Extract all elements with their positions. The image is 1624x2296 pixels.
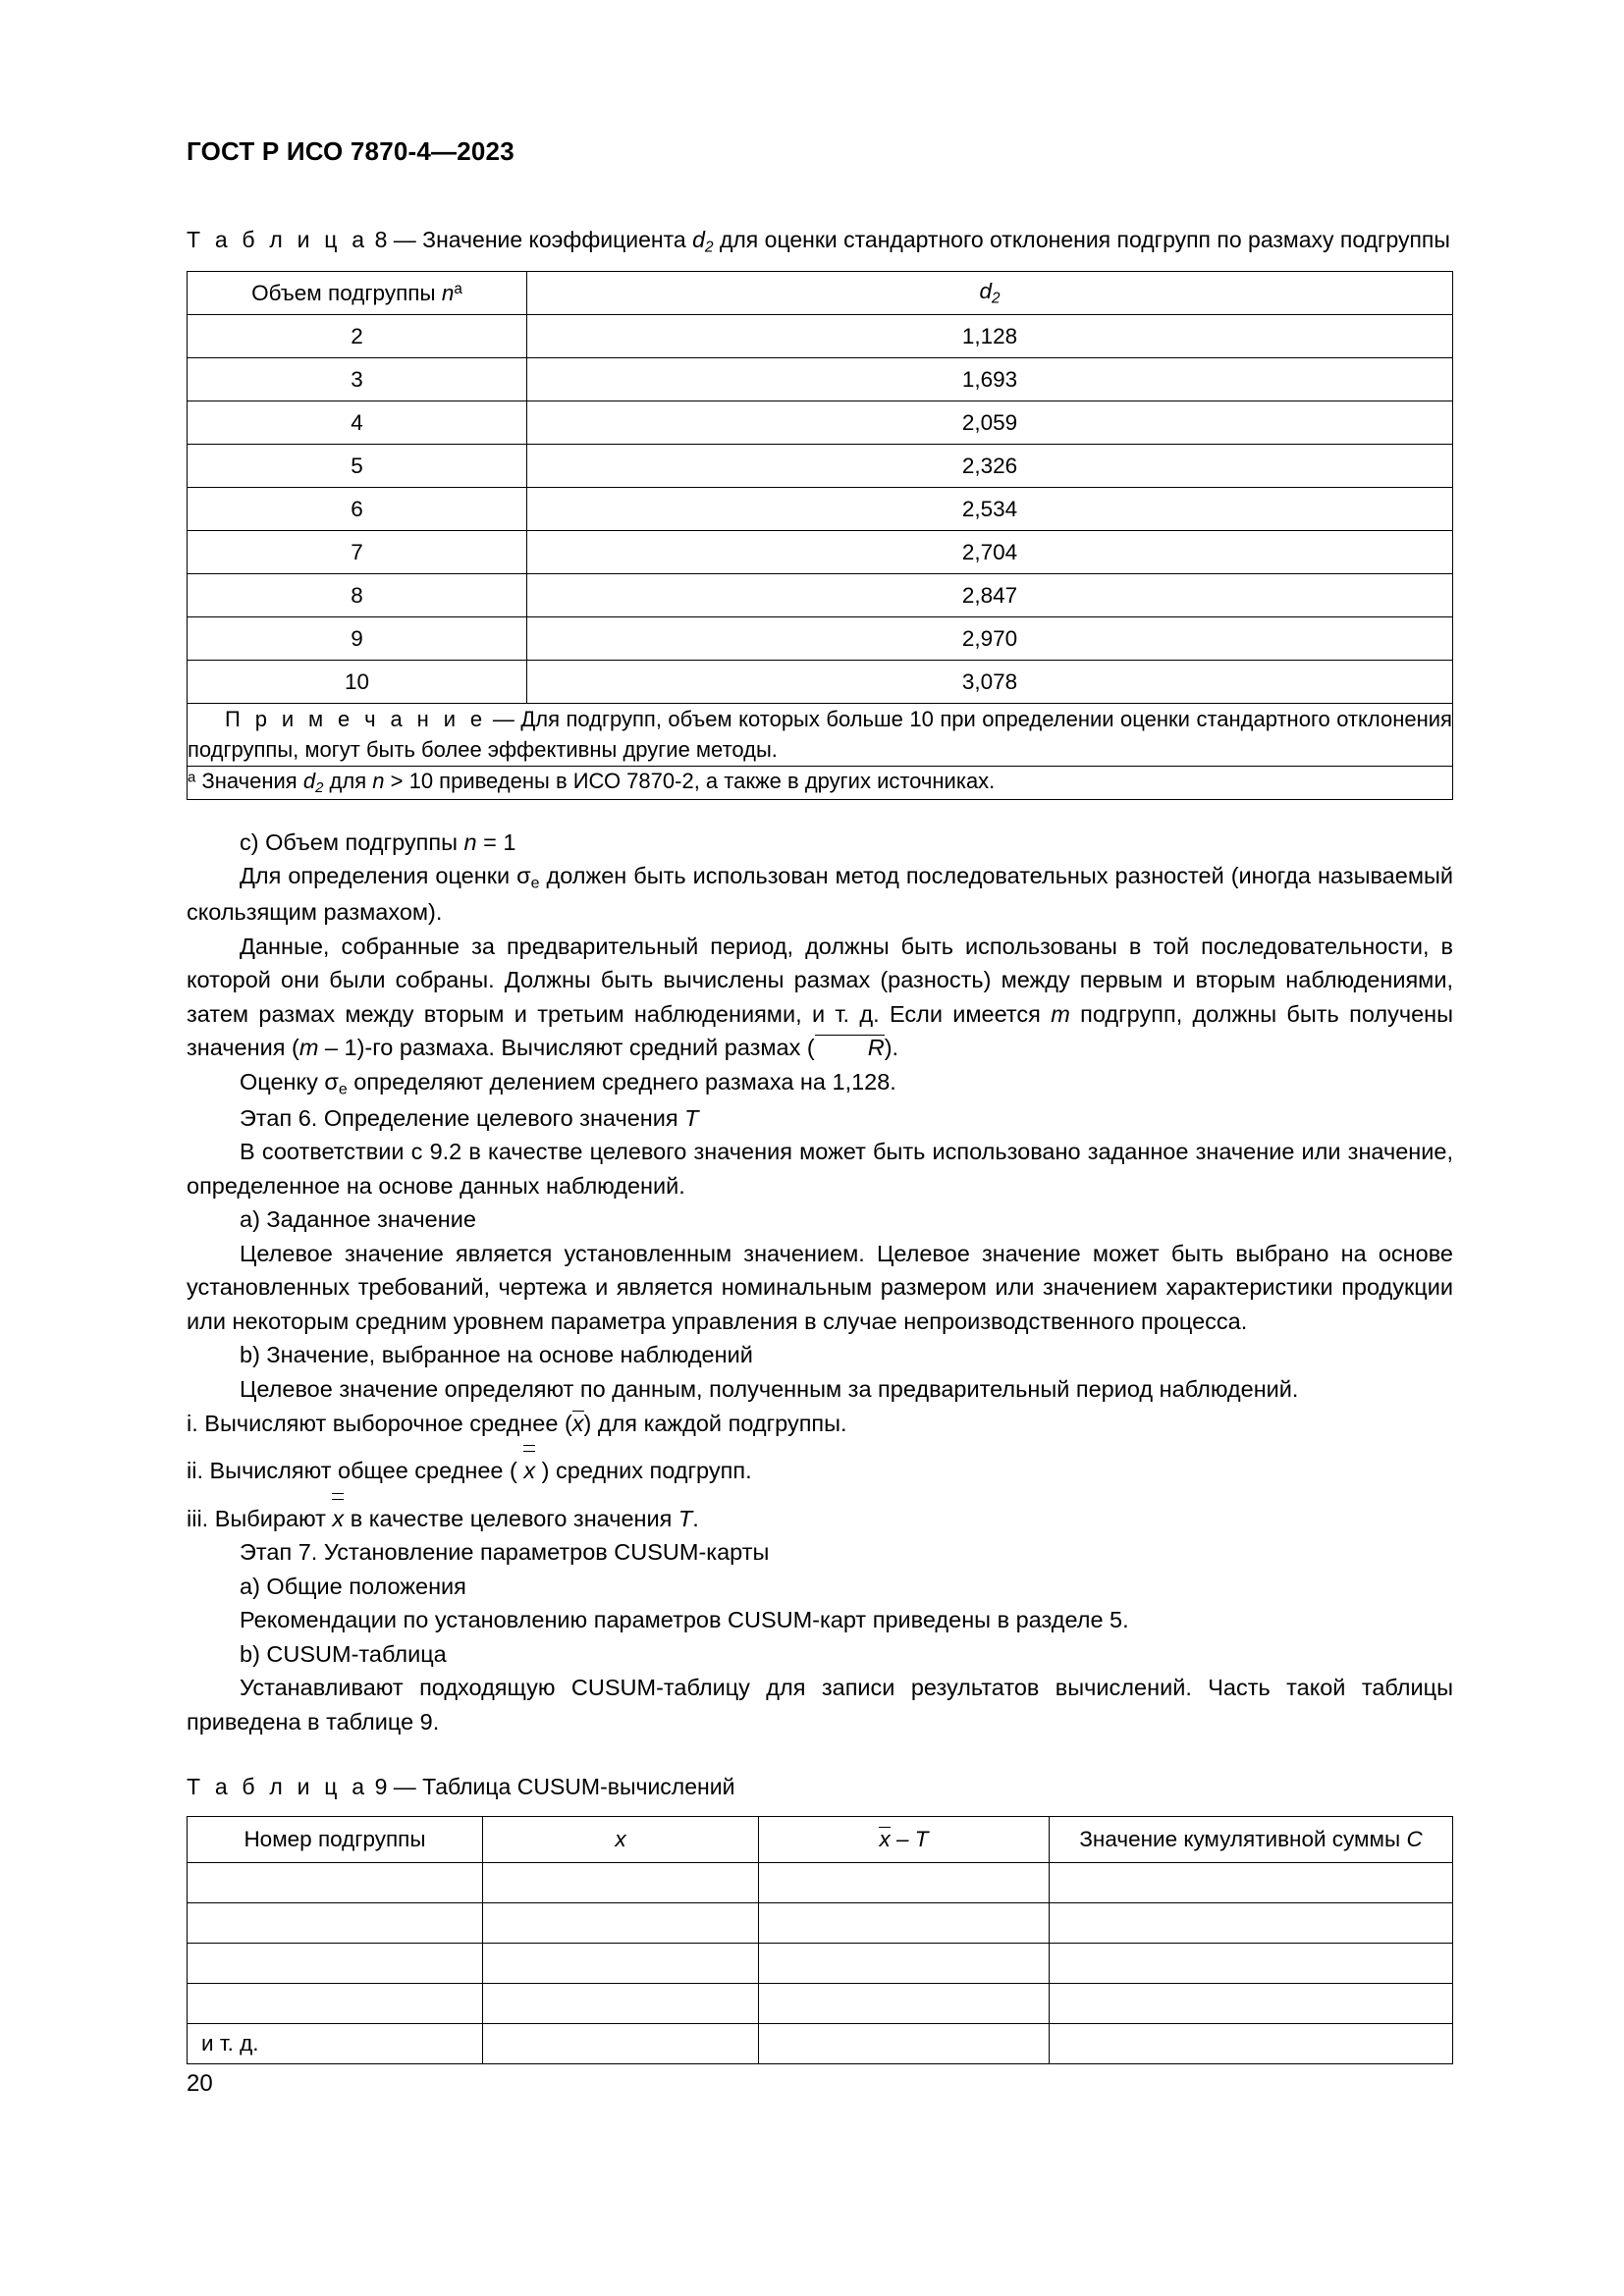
p12-var-xdoublebar: x (332, 1505, 345, 1531)
p12-dot: . (692, 1505, 699, 1531)
table9-head (188, 1817, 1453, 1863)
p10-text-a: i. Вычисляют выборочное среднее ( (187, 1410, 572, 1436)
p2-var-m2: m (298, 1035, 319, 1061)
table9-header-minus-t: – T (896, 1827, 929, 1852)
table9-cell-cumsum[interactable] (1050, 2024, 1453, 2064)
p2-text-d: ). (884, 1035, 899, 1061)
table8-body (188, 315, 1453, 800)
paragraph-general-heading: a) Общие положения (240, 1573, 466, 1599)
table9-caption-number: 9 (374, 1774, 388, 1800)
table8-cell-n: 2 (188, 315, 527, 358)
table9-cell-subgroup[interactable] (188, 1984, 483, 2024)
table8-note-cell (188, 704, 1453, 766)
table-row (188, 574, 1453, 617)
paragraph-subgroup-size (187, 826, 1453, 860)
table8-cell-n: 7 (188, 531, 527, 574)
table8-cell-d2: 1,128 (527, 315, 1453, 358)
page-number: 20 (187, 2070, 213, 2097)
table8-cell-n: 3 (188, 358, 527, 401)
table8-note-row (188, 704, 1453, 766)
table8-header-cell-d2 (527, 272, 1453, 315)
table9-cell-x[interactable] (483, 2024, 759, 2064)
table8-head (188, 272, 1453, 315)
table8-header-n-symbol: n (441, 280, 455, 305)
p2-text-a: Данные, собранные за предварительный период, должны быть использованы в той последовательности, в которой они были собраны. Должны быть вычислены размах (разность) между первым и вторым наблюдениями, затем размах между вторым и третьим наблюдениями, и т. д. Если имеется (187, 933, 1453, 1027)
table9-caption-text: Таблица CUSUM-вычислений (422, 1774, 735, 1800)
table8-header-n-text: Объем подгруппы (251, 280, 436, 305)
table9-header-cumsum-symbol: C (1406, 1827, 1423, 1852)
table9-body (188, 1863, 1453, 2064)
table9-cell-cumsum[interactable] (1050, 1944, 1453, 1984)
table9-cell-x[interactable] (483, 1903, 759, 1944)
paragraph-stage6-heading (187, 1101, 1453, 1136)
p10-text-b: ) для каждой подгруппы. (583, 1410, 847, 1436)
table8-cell-n: 5 (188, 445, 527, 488)
p-c-eq: = 1 (483, 828, 516, 855)
document-header: ГОСТ Р ИСО 7870-4—2023 (187, 136, 514, 166)
table9-header-row (188, 1817, 1453, 1863)
p1-sub-e: e (530, 875, 540, 892)
table8-caption-number: 8 (374, 226, 388, 252)
table-row (188, 661, 1453, 704)
table8-cell-d2: 1,693 (527, 358, 1453, 401)
table-row (188, 1863, 1453, 1903)
table8-footnote-row (188, 766, 1453, 799)
p4-text: Этап 6. Определение целевого значения (240, 1104, 678, 1131)
p12-var-T: T (677, 1505, 693, 1531)
table8-cell-d2: 2,326 (527, 445, 1453, 488)
table8-note-text: Для подгрупп, объем которых больше 10 при определении оценки стандартного отклонения подгруппы, могут быть более эффективны другие методы. (188, 707, 1452, 763)
paragraph-cusum-table-heading: b) CUSUM-таблица (240, 1640, 447, 1667)
table-row (188, 531, 1453, 574)
table8-caption-symbol: d (692, 226, 705, 252)
p11-text-b: ) средних подгрупп. (541, 1458, 752, 1484)
table8-footnote-var: n (372, 768, 385, 793)
table-row (188, 488, 1453, 531)
table8-cell-d2: 2,970 (527, 617, 1453, 661)
p11-var-xdoublebar: x (523, 1458, 536, 1484)
table9-header-xbar: x (879, 1827, 891, 1852)
table8-caption-dash: — (393, 226, 416, 252)
table9-cell-x[interactable] (483, 1863, 759, 1903)
table8 (187, 271, 1453, 800)
paragraph-step-ii (187, 1454, 1453, 1488)
p11-text-a: ii. Вычисляют общее среднее ( (187, 1458, 517, 1484)
table9-caption-label: Т а б л и ц а (187, 1774, 369, 1800)
table9-cell-subgroup[interactable] (188, 1863, 483, 1903)
table8-footnote-text-1: Значения (201, 768, 298, 793)
table8-header-n-sup: a (454, 280, 462, 297)
paragraph-target-value-source: В соответствии с 9.2 в качестве целевого значения может быть использовано заданное значение или значение, определенное на основе данных наблюдений. (187, 1139, 1453, 1199)
paragraph-sigma-division (187, 1065, 1453, 1101)
table8-header-d2-symbol: d (979, 278, 992, 303)
p12-text-b: в качестве целевого значения (350, 1505, 673, 1531)
table8-cell-d2: 2,847 (527, 574, 1453, 617)
table8-note-dash: — (492, 707, 514, 732)
table9-header-x (483, 1817, 759, 1863)
table9-cell-x[interactable] (483, 1984, 759, 2024)
table9 (187, 1816, 1453, 2064)
table9-header-xbar-minus-t (759, 1817, 1050, 1863)
table9-cell-cumsum[interactable] (1050, 1903, 1453, 1944)
table-row (188, 617, 1453, 661)
table-row (188, 358, 1453, 401)
table9-cell-xbar-minus-t[interactable] (759, 1984, 1050, 2024)
table8-cell-n: 9 (188, 617, 527, 661)
table9-header-cumsum-text: Значение кумулятивной суммы (1079, 1827, 1401, 1852)
table8-footnote-symbol-sub: 2 (315, 778, 324, 796)
table9-header-cumulative-sum (1050, 1817, 1453, 1863)
table-row (188, 1984, 1453, 2024)
p2-text-b: подгрупп, должны быть получены значения ( (187, 1000, 1454, 1061)
table9-cell-xbar-minus-t[interactable] (759, 1944, 1050, 1984)
table8-cell-n: 10 (188, 661, 527, 704)
p3-text-a: Оценку σ (240, 1068, 339, 1095)
table-row (188, 1944, 1453, 1984)
table8-caption (187, 225, 1453, 257)
table8-header-row (188, 272, 1453, 315)
p1-text-a: Для определения оценки σ (240, 863, 531, 889)
p2-var-R-overline: R (815, 1035, 885, 1060)
table8-caption-label: Т а б л и ц а (187, 226, 369, 252)
p3-text-b: определяют делением среднего размаха на 1,128. (353, 1068, 896, 1095)
paragraph-given-value-desc: Целевое значение является установленным значением. Целевое значение может быть выбрано на основе установленных требований, чертежа и является номинальным размером или значением характеристики продукции или некоторым средним уровнем параметра управления в случае непроизводственного процесса. (187, 1240, 1453, 1334)
table9-cell-subgroup[interactable] (188, 1944, 483, 1984)
table8-note-label: П р и м е ч а н и е (225, 707, 487, 732)
table8-caption-text-after: для оценки стандартного отклонения подгрупп по размаху подгруппы (719, 226, 1450, 252)
paragraph-preliminary-data (187, 930, 1453, 1065)
paragraph-observed-value-desc: Целевое значение определяют по данным, полученным за предварительный период наблюдений. (240, 1376, 1299, 1402)
paragraph-observed-value-heading: b) Значение, выбранное на основе наблюдений (240, 1342, 753, 1368)
table8-cell-n: 4 (188, 401, 527, 445)
table9-header-x-symbol: x (615, 1827, 626, 1852)
table-row (188, 315, 1453, 358)
table8-cell-n: 6 (188, 488, 527, 531)
table9-header-subgroup-number: Номер подгруппы (188, 1817, 483, 1863)
table8-cell-n: 8 (188, 574, 527, 617)
table9-cell-cumsum[interactable] (1050, 1863, 1453, 1903)
paragraph-recommendations: Рекомендации по установлению параметров CUSUM-карт приведены в разделе 5. (240, 1607, 1129, 1633)
table8-cell-d2: 2,704 (527, 531, 1453, 574)
p10-var-xbar: x (571, 1410, 584, 1436)
table-row (188, 2024, 1453, 2064)
table8-header-d2-sub: 2 (992, 290, 1001, 307)
table8-caption-symbol-sub: 2 (704, 238, 714, 255)
table9-cell-xbar-minus-t[interactable] (759, 1863, 1050, 1903)
table9-cell-xbar-minus-t[interactable] (759, 1903, 1050, 1944)
p12-text-a: iii. Выбирают (187, 1505, 326, 1531)
page-content (187, 137, 1453, 2064)
paragraph-step-iii (187, 1502, 1453, 1536)
p-c-label: c) Объем подгруппы (240, 828, 458, 855)
body-text (187, 826, 1453, 1739)
paragraph-stage7-heading: Этап 7. Установление параметров CUSUM-карты (240, 1539, 770, 1566)
table8-footnote-text-2: для (329, 768, 367, 793)
table8-caption-text-before: Значение коэффициента (422, 226, 686, 252)
table8-footnote-cell (188, 766, 1453, 799)
table9-caption (187, 1772, 1453, 1802)
table8-footnote-text-3: > 10 приведены в ИСО 7870-2, а также в других источниках. (390, 768, 996, 793)
table8-footnote-symbol: d (302, 768, 316, 793)
paragraph-cusum-table-desc: Устанавливают подходящую CUSUM-таблицу для записи результатов вычислений. Часть такой таблицы приведена в таблице 9. (187, 1675, 1453, 1735)
p3-sub-e: e (338, 1081, 348, 1098)
table8-footnote-marker: a (188, 768, 196, 785)
table9-cell-etc[interactable]: и т. д. (188, 2024, 483, 2064)
table9-caption-dash: — (393, 1774, 416, 1800)
p4-var-T: T (684, 1104, 699, 1131)
paragraph-given-value-heading: a) Заданное значение (240, 1206, 476, 1233)
table8-cell-d2: 3,078 (527, 661, 1453, 704)
p2-text-c: – 1)-го размаха. Вычисляют средний размах ( (324, 1035, 815, 1061)
table-row (188, 445, 1453, 488)
paragraph-step-i (187, 1407, 1453, 1441)
table-row (188, 1903, 1453, 1944)
table9-cell-subgroup[interactable] (188, 1903, 483, 1944)
table9-cell-x[interactable] (483, 1944, 759, 1984)
table8-cell-d2: 2,534 (527, 488, 1453, 531)
table9-cell-xbar-minus-t[interactable] (759, 2024, 1050, 2064)
p2-var-m1: m (1051, 1000, 1070, 1027)
table8-header-cell-n (188, 272, 527, 315)
table9-cell-cumsum[interactable] (1050, 1984, 1453, 2024)
p1-text-b: должен быть использован метод последовательных разностей (иногда называемый скользящим размахом). (187, 863, 1453, 926)
table-row (188, 401, 1453, 445)
p-c-var: n (463, 828, 477, 855)
paragraph-sigma-estimate (187, 859, 1453, 929)
table8-cell-d2: 2,059 (527, 401, 1453, 445)
